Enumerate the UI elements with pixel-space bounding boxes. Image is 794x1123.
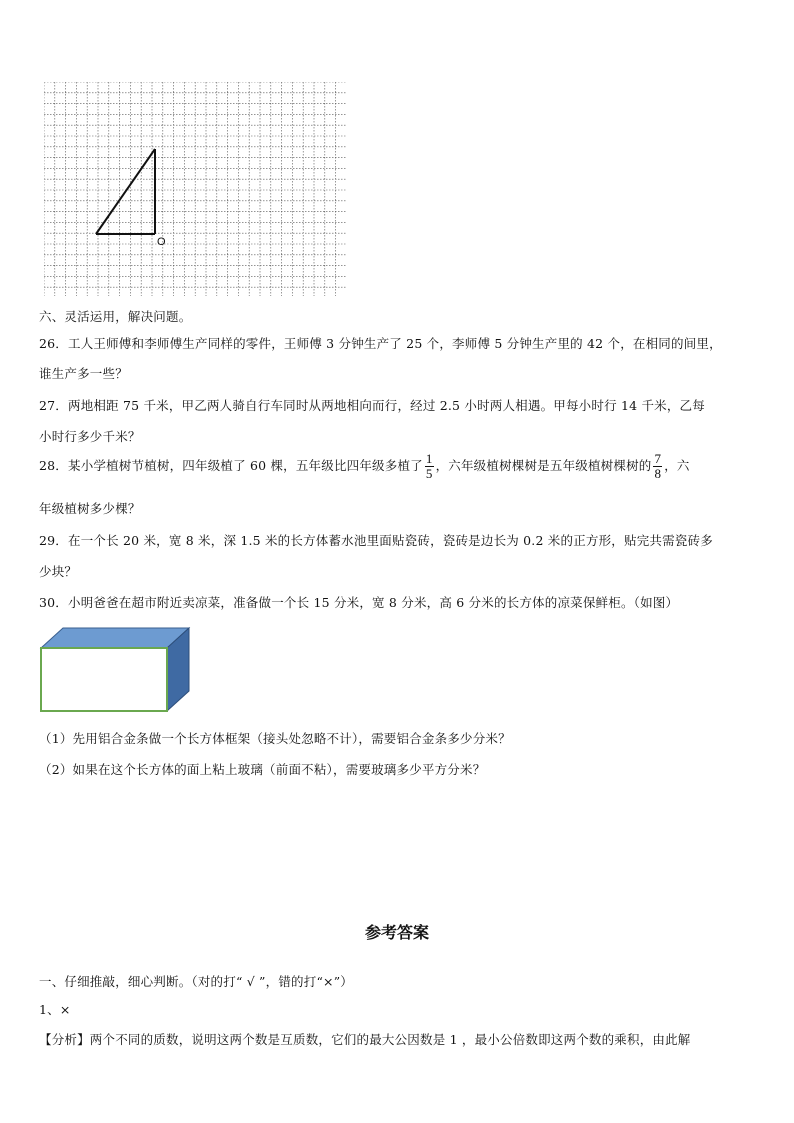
section-6-heading: 六、灵活运用，解决问题。 [39, 309, 192, 324]
answer-1-analysis: 【分析】两个不同的质数，说明这两个数是互质数，它们的最大公因数是 1 ，最小公倍数即这两个数的乘积，由此解 [39, 1032, 691, 1047]
question-28-line1 [39, 452, 690, 481]
question-28-text-c: ，六 [664, 458, 690, 473]
point-o-label: O [157, 236, 166, 248]
grid-figure [44, 82, 346, 300]
triangle-hypotenuse [96, 149, 155, 234]
cuboid-top-face [41, 628, 189, 648]
answer-1: 1、× [39, 1002, 71, 1017]
square-grid [44, 82, 346, 296]
grid-lines [44, 82, 346, 296]
question-26-line2: 谁生产多一些？ [39, 366, 128, 381]
fraction-one-fifth: $\frac{1}{5}$ [425, 451, 433, 481]
question-30-sub2: （2）如果在这个长方体的面上粘上玻璃（前面不粘），需要玻璃多少平方分米？ [39, 762, 486, 777]
question-27-line1: 27．两地相距 75 千米，甲乙两人骑自行车同时从两地相向而行，经过 2.5 小时两人相遇。甲每小时行 14 千米，乙每 [39, 398, 705, 413]
question-30-line1: 30．小明爸爸在超市附近卖凉菜，准备做一个长 15 分米，宽 8 分米，高 6 分米的长方体的凉菜保鲜柜。（如图） [39, 595, 679, 610]
question-28-text-a: 28．某小学植树节植树，四年级植了 60 棵，五年级比四年级多植了 [39, 458, 423, 473]
cuboid-figure [38, 625, 194, 715]
cuboid-front-face [41, 648, 167, 711]
question-29-line1: 29．在一个长 20 米，宽 8 米，深 1.5 米的长方体蓄水池里面贴瓷砖，瓷砖是边长为 0.2 米的正方形，贴完共需瓷砖多 [39, 533, 713, 548]
question-28-line2: 年级植树多少棵？ [39, 501, 141, 516]
question-28-text-b: ，六年级植树棵树是五年级植树棵树的 [435, 458, 652, 473]
fraction-seven-eighths: $\frac{7}{8}$ [654, 451, 662, 481]
triangle [96, 149, 155, 234]
answers-title: 参考答案 [364, 923, 429, 942]
question-26-line1: 26．工人王师傅和李师傅生产同样的零件，王师傅 3 分钟生产了 25 个，李师傅 5 分钟生产里的 42 个，在相同的间里， [39, 336, 722, 351]
question-29-line2: 少块？ [39, 564, 78, 579]
question-30-sub1: （1）先用铝合金条做一个长方体框架（接头处忽略不计），需要铝合金条多少分米？ [39, 731, 511, 746]
question-27-line2: 小时行多少千米？ [39, 429, 141, 444]
answers-section-1: 一、仔细推敲，细心判断。（对的打“ √ ”，错的打“×”） [39, 974, 353, 989]
